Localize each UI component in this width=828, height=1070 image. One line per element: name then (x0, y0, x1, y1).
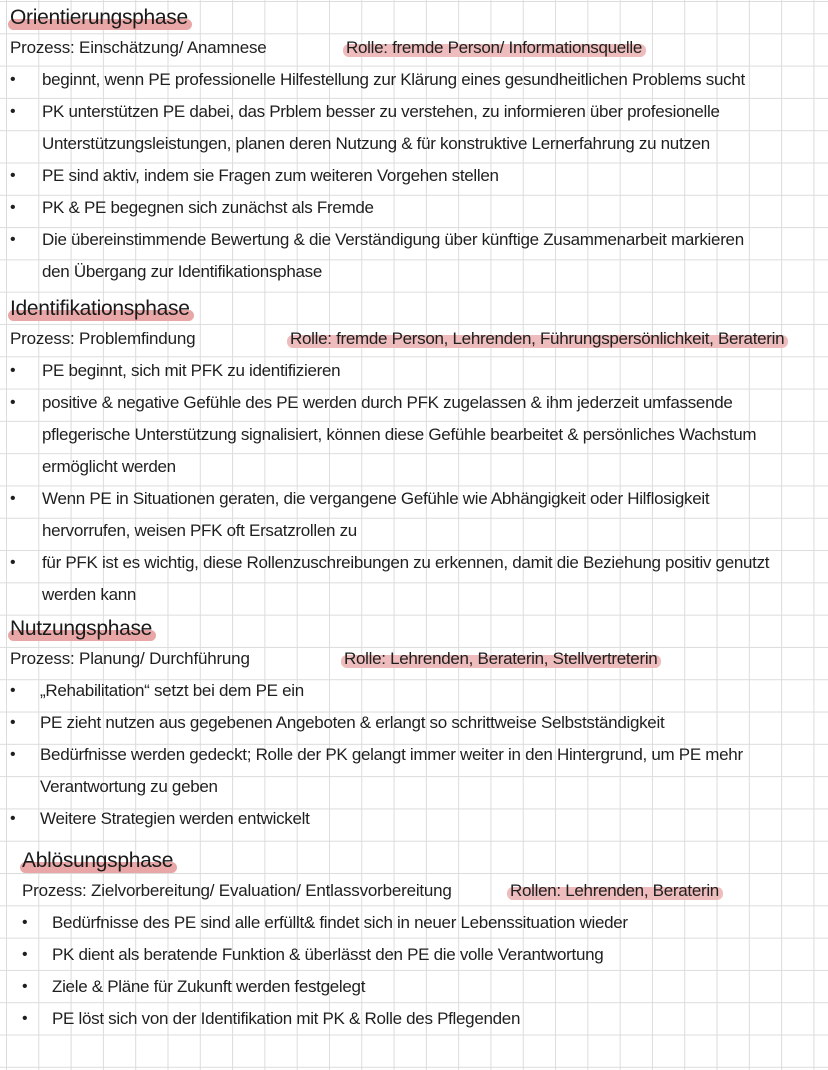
bullet-text-line: Ziele & Pläne für Zukunft werden festgelegt (52, 977, 366, 996)
bullet-list (0, 64, 828, 288)
bullet-text-line: PE zieht nutzen aus gegebenen Angeboten & erlangt so schrittweise Selbstständigkeit (40, 713, 665, 732)
list-item (0, 547, 828, 611)
bullet-text-line: pflegerische Unterstützung signalisiert, können diese Gefühle bearbeitet & persönliches Wachstum (42, 425, 757, 444)
process-role-line (0, 643, 828, 675)
bullet-text-line: PE beginnt, sich mit PFK zu identifizieren (42, 361, 341, 380)
bullet-dot-icon: • (22, 978, 28, 995)
list-item (0, 355, 828, 387)
bullet-dot-icon: • (10, 103, 16, 120)
list-item (0, 907, 828, 939)
bullet-text-line: werden kann (42, 585, 137, 604)
section-heading: Nutzungsphase (10, 615, 152, 643)
bullet-list (0, 675, 828, 835)
section-heading: Orientierungsphase (10, 4, 188, 32)
process-text: Prozess: Problemfindung (10, 329, 196, 348)
list-item (0, 675, 828, 707)
list-item (0, 707, 828, 739)
bullet-text-line: PE sind aktiv, indem sie Fragen zum weiteren Vorgehen stellen (42, 166, 499, 185)
list-item (0, 224, 828, 288)
process-text: Prozess: Einschätzung/ Anamnese (10, 38, 267, 57)
bullet-dot-icon: • (10, 167, 16, 184)
bullet-text-line: Weitere Strategien werden entwickelt (40, 809, 310, 828)
bullet-text-line: „Rehabilitation“ setzt bei dem PE ein (40, 681, 304, 700)
role-text: Rollen: Lehrenden, Beraterin (510, 875, 719, 907)
bullet-text-line: Bedürfnisse werden gedeckt; Rolle der PK gelangt immer weiter in den Hintergrund, um PE mehr (40, 745, 743, 764)
bullet-dot-icon: • (10, 71, 16, 88)
bullet-text-line: positive & negative Gefühle des PE werden durch PFK zugelassen & ihm jederzeit umfassende (42, 393, 733, 412)
section-heading: Identifikationsphase (10, 295, 190, 323)
process-role-line (0, 875, 828, 907)
bullet-dot-icon: • (10, 231, 16, 248)
bullet-dot-icon: • (10, 810, 16, 827)
process-text: Prozess: Planung/ Durchführung (10, 649, 250, 668)
list-item (0, 739, 828, 803)
list-item (0, 939, 828, 971)
bullet-dot-icon: • (10, 199, 16, 216)
section-heading: Ablösungsphase (22, 847, 173, 875)
process-role-line (0, 323, 828, 355)
list-item (0, 192, 828, 224)
bullet-text-line: PK & PE begegnen sich zunächst als Fremde (42, 198, 374, 217)
list-item (0, 160, 828, 192)
bullet-text-line: Die übereinstimmende Bewertung & die Verständigung über künftige Zusammenarbeit markieren (42, 230, 744, 249)
bullet-dot-icon: • (10, 554, 16, 571)
list-item (0, 803, 828, 835)
bullet-dot-icon: • (10, 490, 16, 507)
list-item (0, 483, 828, 547)
list-item (0, 96, 828, 160)
section-abloesungsphase (0, 847, 828, 1035)
bullet-list (0, 907, 828, 1035)
bullet-list (0, 355, 828, 611)
list-item (0, 971, 828, 1003)
process-role-line (0, 32, 828, 64)
role-text: Rolle: fremde Person, Lehrenden, Führungspersönlichkeit, Beraterin (290, 323, 784, 355)
bullet-text-line: PK dient als beratende Funktion & überlässt den PE die volle Verantwortung (52, 945, 604, 964)
bullet-dot-icon: • (10, 394, 16, 411)
list-item (0, 387, 828, 483)
section-orientierungsphase (0, 4, 828, 288)
bullet-text-line: Verantwortung zu geben (40, 777, 218, 796)
bullet-text-line: PK unterstützen PE dabei, das Prblem besser zu verstehen, zu informieren über profesionelle (42, 102, 720, 121)
bullet-dot-icon: • (22, 1010, 28, 1027)
list-item (0, 1003, 828, 1035)
bullet-text-line: beginnt, wenn PE professionelle Hilfestellung zur Klärung eines gesundheitlichen Problems sucht (42, 70, 745, 89)
bullet-text-line: Bedürfnisse des PE sind alle erfüllt& findet sich in neuer Lebenssituation wieder (52, 913, 628, 932)
bullet-text-line: ermöglicht werden (42, 457, 176, 476)
role-text: Rolle: fremde Person/ Informationsquelle (346, 32, 642, 64)
role-text: Rolle: Lehrenden, Beraterin, Stellvertreterin (344, 643, 657, 675)
bullet-dot-icon: • (10, 746, 16, 763)
bullet-text-line: hervorrufen, weisen PFK oft Ersatzrollen zu (42, 521, 357, 540)
bullet-dot-icon: • (10, 362, 16, 379)
section-identifikationsphase (0, 295, 828, 611)
bullet-dot-icon: • (22, 914, 28, 931)
bullet-text-line: Wenn PE in Situationen geraten, die vergangene Gefühle wie Abhängigkeit oder Hilflosigkeit (42, 489, 710, 508)
bullet-text-line: für PFK ist es wichtig, diese Rollenzuschreibungen zu erkennen, damit die Beziehung positiv genutzt (42, 553, 770, 572)
bullet-text-line: den Übergang zur Identifikationsphase (42, 262, 322, 281)
bullet-text-line: Unterstützungsleistungen, planen deren Nutzung & für konstruktive Lernerfahrung zu nutzen (42, 134, 710, 153)
bullet-dot-icon: • (22, 946, 28, 963)
process-text: Prozess: Zielvorbereitung/ Evaluation/ Entlassvorbereitung (22, 881, 452, 900)
bullet-dot-icon: • (10, 682, 16, 699)
bullet-text-line: PE löst sich von der Identifikation mit PK & Rolle des Pflegenden (52, 1009, 521, 1028)
section-nutzungsphase (0, 615, 828, 835)
bullet-dot-icon: • (10, 714, 16, 731)
list-item (0, 64, 828, 96)
